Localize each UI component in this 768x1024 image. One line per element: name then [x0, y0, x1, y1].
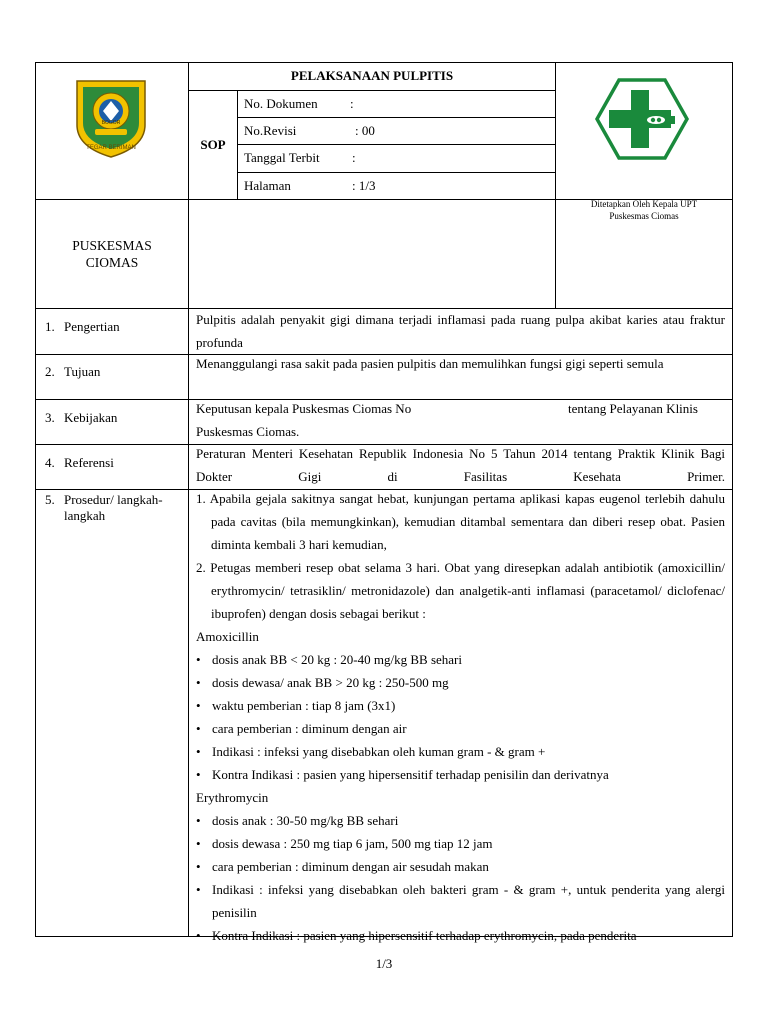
amoxicillin-item: • dosis dewasa/ anak BB > 20 kg : 250-500 mg: [196, 671, 725, 694]
procedure-content: [196, 487, 725, 947]
puskesmas-cross-icon: [595, 78, 689, 160]
section-number-referensi: 4.: [45, 455, 55, 470]
erythromycin-item: • dosis dewasa : 250 mg tiap 6 jam, 500 mg tiap 12 jam: [196, 832, 725, 855]
field-value-halaman: : 1/3: [352, 178, 376, 193]
institution-name: PUSKESMAS CIOMAS: [72, 238, 152, 270]
section-content-tujuan: Menanggulangi rasa sakit pada pasien pulpitis dan memulihkan fungsi gigi seperti semula: [196, 356, 664, 371]
field-value-tanggal-terbit: :: [352, 150, 356, 165]
field-label-tanggal-terbit: Tanggal Terbit: [244, 150, 320, 165]
erythromycin-item: • Indikasi : infeksi yang disebabkan oleh bakteri gram - & gram +, untuk penderita yang alergi penisilin: [196, 878, 725, 924]
amoxicillin-item: • cara pemberian : diminum dengan air: [196, 717, 725, 740]
erythromycin-title: Erythromycin: [196, 790, 269, 805]
erythromycin-item: • Kontra Indikasi : pasien yang hipersensitif terhadap erythromycin, pada penderita: [196, 924, 725, 947]
amoxicillin-item: • Indikasi : infeksi yang disebabkan oleh kuman gram - & gram +: [196, 740, 725, 763]
erythromycin-item: • dosis anak : 30-50 mg/kg BB sehari: [196, 809, 725, 832]
right-logo: [595, 78, 689, 160]
section-label-tujuan: Tujuan: [64, 364, 101, 379]
section-label-referensi: Referensi: [64, 455, 114, 470]
section-content-kebijakan-a: Keputusan kepala Puskesmas Ciomas No: [196, 401, 412, 416]
logo-ribbon: BOGOR: [101, 120, 121, 126]
section-number-tujuan: 2.: [45, 364, 55, 379]
section-label-kebijakan: Kebijakan: [64, 410, 118, 425]
section-label-pengertian: Pengertian: [64, 319, 120, 334]
field-label-halaman: Halaman: [244, 178, 291, 193]
procedure-step-1: 1. Apabila gejala sakitnya sangat hebat, kunjungan pertama aplikasi kapas eugenol terlebih dahulu pada cavitas (bila memungkinkan), kemudian ditambal sementara dan diberi resep obat. Pasien diminta kembali 3 hari kemudian,: [196, 491, 725, 552]
section-label-prosedur: Prosedur/ langkah-langkah: [64, 492, 163, 523]
field-value-no-revisi: : 00: [355, 123, 375, 138]
amoxicillin-item: • Kontra Indikasi : pasien yang hipersensitif terhadap penisilin dan derivatnya: [196, 763, 725, 786]
logo-motto: TEGAR BERIMAN: [86, 145, 136, 151]
sop-label: SOP: [200, 137, 226, 152]
amoxicillin-item: • waktu pemberian : tiap 8 jam (3x1): [196, 694, 725, 717]
field-label-no-dokumen: No. Dokumen: [244, 96, 318, 111]
section-number-kebijakan: 3.: [45, 410, 55, 425]
section-number-prosedur: 5.: [45, 492, 55, 507]
section-content-kebijakan-b: tentang Pelayanan Klinis: [568, 401, 698, 416]
amoxicillin-title: Amoxicillin: [196, 629, 259, 644]
section-content-referensi: Peraturan Menteri Kesehatan Republik Indonesia No 5 Tahun 2014 tentang Praktik Klinik Bagi Dokter Gigi di Fasilitas Kesehata Primer.: [196, 446, 725, 484]
section-number-pengertian: 1.: [45, 319, 55, 334]
document-title: PELAKSANAAN PULPITIS: [290, 68, 454, 83]
field-label-no-revisi: No.Revisi: [244, 123, 297, 138]
erythromycin-item: • cara pemberian : diminum dengan air sesudah makan: [196, 855, 725, 878]
approval-text-line2: Puskesmas Ciomas: [609, 211, 679, 221]
field-value-no-dokumen: :: [350, 96, 354, 111]
section-content-pengertian: Pulpitis adalah penyakit gigi dimana terjadi inflamasi pada ruang pulpa akibat karies atau fraktur profunda: [196, 312, 725, 350]
procedure-step-2: 2. Petugas memberi resep obat selama 3 hari. Obat yang diresepkan adalah antibiotik (amoxicillin/ erythromycin/ tetrasiklin/ metronidazole) dan analgetik-anti inflamasi (paracetamol/ diclofenac/ ibuprofen) dengan dosis sebagai berikut :: [196, 560, 725, 621]
section-content-kebijakan-c: Puskesmas Ciomas.: [196, 424, 300, 439]
approval-text: Ditetapkan Oleh Kepala UPT: [590, 199, 698, 209]
amoxicillin-item: • dosis anak BB < 20 kg : 20-40 mg/kg BB sehari: [196, 648, 725, 671]
page-number: 1/3: [375, 956, 393, 971]
